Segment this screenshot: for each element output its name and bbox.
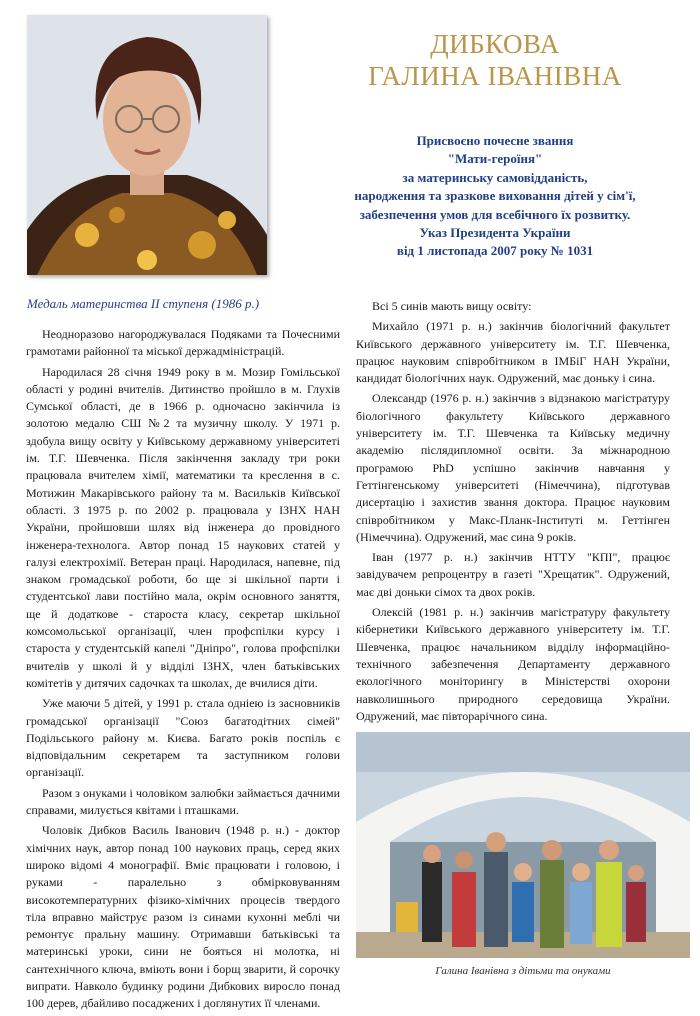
award-line: забезпечення умов для всебічного їх розвитку. — [359, 206, 631, 222]
left-column — [26, 326, 340, 1016]
paragraph: Уже маючи 5 дітей, у 1991 р. стала одніею із засновників громадської організації "Союз багатодітних сімей" Подільського району м. Києва. Багато років поспіль є відповідальним секретарем та заступником голови організації. — [26, 696, 340, 780]
portrait-photo — [27, 15, 267, 275]
paragraph: Неодноразово нагороджувалася Подяками та Почесними грамотами районної та міської держадміністрацій. — [26, 327, 340, 359]
name-given: ГАЛИНА ІВАНІВНА — [368, 61, 622, 91]
paragraph: Чоловік Дибков Василь Іванович (1948 р. н.) - доктор хімічних наук, автор понад 100 наукових праць, серед яких широко відомі 4 монографії. Вміє працювати і головою, і руками - паралельно з обмірковуванням високотемпературних фізико-хімічних процесів твердого тіла вправно майструє разом із синами кухонні меблі чи ремонтує пральну машину. Отримавши батьківські та материнські уроки, сини не бояться ні молотка, ні сантехнічного ключа, вміють вони і борщ зварити, й сорочку випрати. Навколо будинку родини Дибкових виросло понад 100 дерев, дбайливо посаджених і доглянутих її членами. — [26, 823, 340, 1011]
paragraph: Разом з онуками і чоловіком залюбки займається дачними справами, милується квітами і пташками. — [26, 785, 340, 818]
paragraph: Олексій (1981 р. н.) закінчив магістратуру факультету кібернетики Київського державного університету ім. Т.Г. Шевченка, працює начальником відділу інформаційно-технічного забезпечення Департаменту державного екологічного моніторингу в Міністерстві охорони навколишнього природного середовища України. Одружений, має півторарічного сина. — [356, 605, 670, 723]
award-line: Указ Президента України — [419, 225, 571, 241]
right-column — [356, 298, 670, 783]
family-image — [356, 732, 690, 958]
paragraph: Олександр (1976 р. н.) закінчив з відзнакою магістратуру біологічного факультету Київського державного університету ім. Т.Г. Шевченка та Київську медичну академію післядипломної освіти. За міжнародною програмою PhD успішно закінчив навчання у Геттінгенському університеті (Німеччина), підготував дисертацію і захистив звання доктора. Працює науковим співробітником у Макс-Планк-Інституті м. Геттінген (Німеччина). Одружений, має сина 9 років. — [356, 391, 670, 544]
award-line: від 1 листопада 2007 року № 1031 — [396, 243, 594, 259]
person-name — [300, 28, 690, 92]
award-text — [300, 132, 690, 261]
name-surname: ДИБКОВА — [430, 29, 560, 59]
family-photo — [356, 732, 690, 958]
paragraph: Іван (1977 р. н.) закінчив НТТУ "КПІ", працює завідувачем репроцентру в газеті "Хрещатик". Одружений, має дві доньки сімох та двох років. — [356, 550, 670, 599]
photo-caption: Галина Іванівна з дітьми та онуками — [435, 965, 611, 977]
paragraph: Всі 5 синів мають вищу освіту: — [372, 299, 532, 313]
award-line: Присвоєно почесне звання — [416, 133, 574, 148]
paragraph: Михайло (1971 р. н.) закінчив біологічний факультет Київського державного університету ім. Т.Г. Шевченка, працює науковим співробітником в ІМБіГ НАН України, кандидат біологічних наук. Одружений, має доньку і сина. — [356, 319, 670, 386]
award-line: за материнську самовідданість, — [402, 169, 588, 185]
award-line: народження та зразкове виховання дітей у сім'ї, — [354, 188, 636, 204]
award-line: "Мати-героїня" — [447, 151, 543, 167]
medal-caption: Медаль материнства II ступеня (1986 р.) — [27, 296, 260, 311]
portrait-image — [27, 15, 267, 275]
paragraph: Народилася 28 січня 1949 року в м. Мозир Гомільської області у родині вчителів. Дитинство пройшло в м. Глухів Сумської області, де в 1966 р. одночасно закінчила із золотою медалю СШ №2 та музичну школу. У 1971 р. здобула вищу освіту у Київському державному університеті ім. Т.Г. Шевченка. Після закінчення закладу три роки працювала вчителем хімії, математики та креслення в с. Мотижин Макарівського району та м. Васильків Київської області. З 1975 р. по 2002 р. працювала у ІЗНХ НАН України, пройшовши шлях від інженера до провідного інженера-технолога. Автор понад 15 наукових статей у галузі електрохімії. Ветеран праці. Народилася, напевне, під знаком громадської роботи, бо ще зі шкільної парти і студентської лави постійно мала, окрім основного заняття, ще й додаткове - староста класу, секретар шкільної комсомольської організації, член профспілки курсу і староста у студентській капелі "Дніпро", голова профспілки вчителів у школі й у відділі ІЗНХ, член батьківських комітетів у дитячих садочках та школах, де вчилися діти. — [26, 364, 340, 690]
